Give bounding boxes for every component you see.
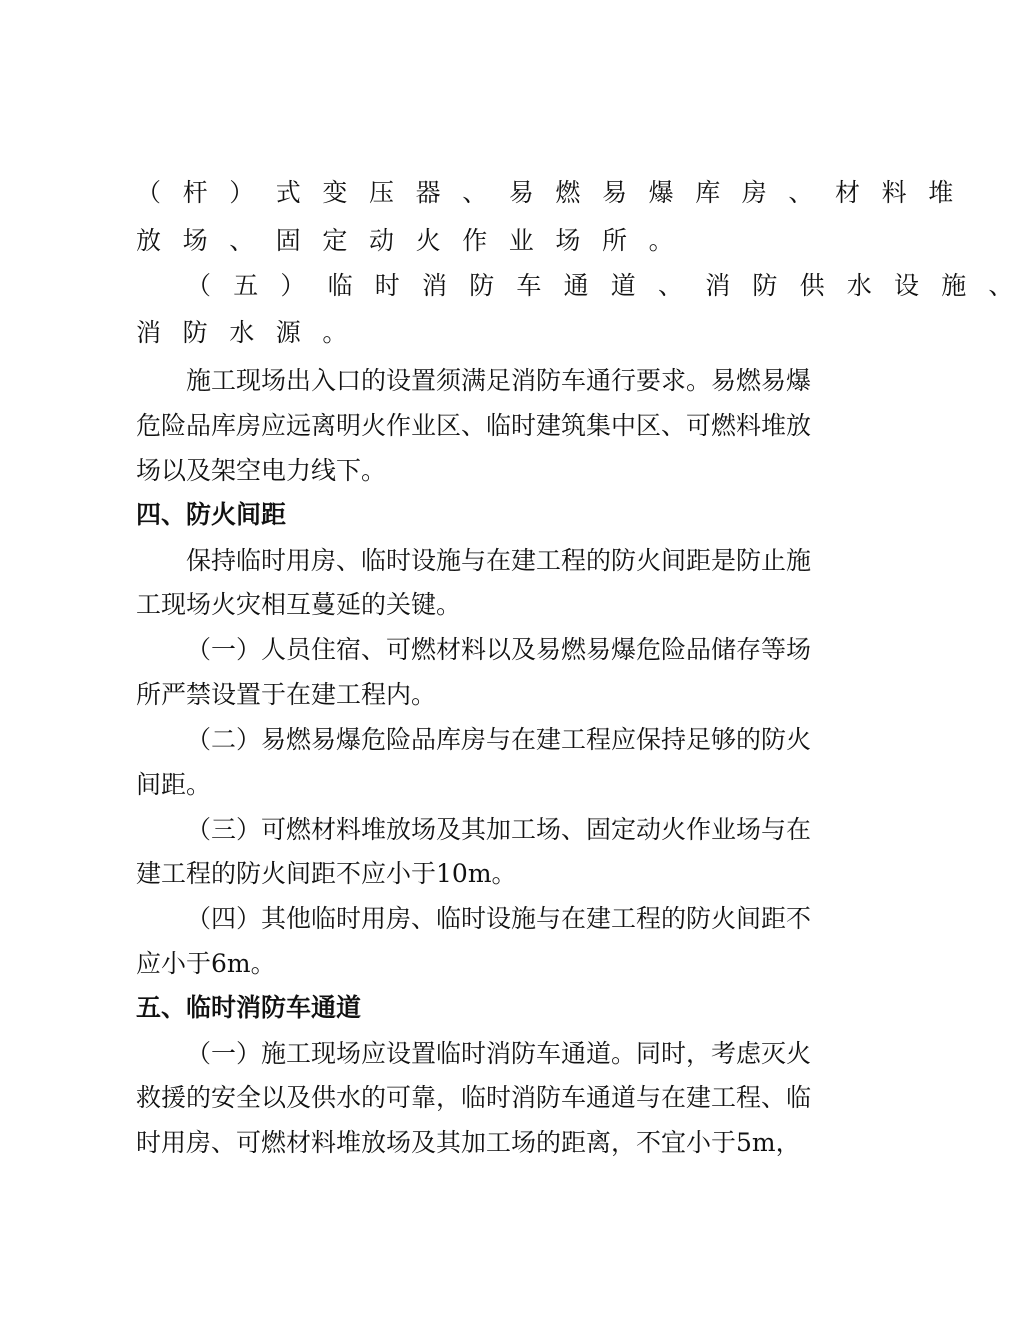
text-line: 放场、固定动火作业场所。: [136, 226, 696, 255]
text-line: （一）人员住宿、可燃材料以及易燃易爆危险品储存等场: [186, 635, 812, 664]
text-line: 消防水源。: [136, 318, 370, 347]
text-line: 工现场火灾相互蔓延的关键。: [136, 590, 462, 619]
text-line: 应小于6m。: [136, 949, 276, 978]
text-line: （二）易燃易爆危险品库房与在建工程应保持足够的防火: [186, 725, 812, 754]
text-line: 间距。: [136, 770, 212, 799]
text-line: 保持临时用房、临时设施与在建工程的防火间距是防止施: [186, 546, 812, 575]
text-line: 所严禁设置于在建工程内。: [136, 680, 437, 709]
text-line: 施工现场出入口的设置须满足消防车通行要求。易燃易爆: [186, 366, 812, 395]
text-line: （杆）式变压器、易燃易爆库房、材料堆: [136, 178, 975, 207]
text-line: （一）施工现场应设置临时消防车通道。同时，考虑灭火: [186, 1039, 812, 1068]
text-line: 危险品库房应远离明火作业区、临时建筑集中区、可燃料堆放: [136, 411, 812, 440]
text-line: 场以及架空电力线下。: [136, 456, 387, 485]
text-line: 时用房、可燃材料堆放场及其加工场的距离，不宜小于5m，: [136, 1128, 801, 1157]
text-line: 建工程的防火间距不应小于10m。: [136, 859, 517, 888]
section-heading: 五、临时消防车通道: [136, 993, 362, 1022]
text-line: （四）其他临时用房、临时设施与在建工程的防火间距不: [186, 904, 812, 933]
text-line: （五）临时消防车通道、消防供水设施、: [186, 271, 1036, 300]
text-line: 救援的安全以及供水的可靠，临时消防车通道与在建工程、临: [136, 1083, 812, 1112]
section-heading: 四、防火间距: [136, 500, 287, 529]
text-line: （三）可燃材料堆放场及其加工场、固定动火作业场与在: [186, 815, 812, 844]
